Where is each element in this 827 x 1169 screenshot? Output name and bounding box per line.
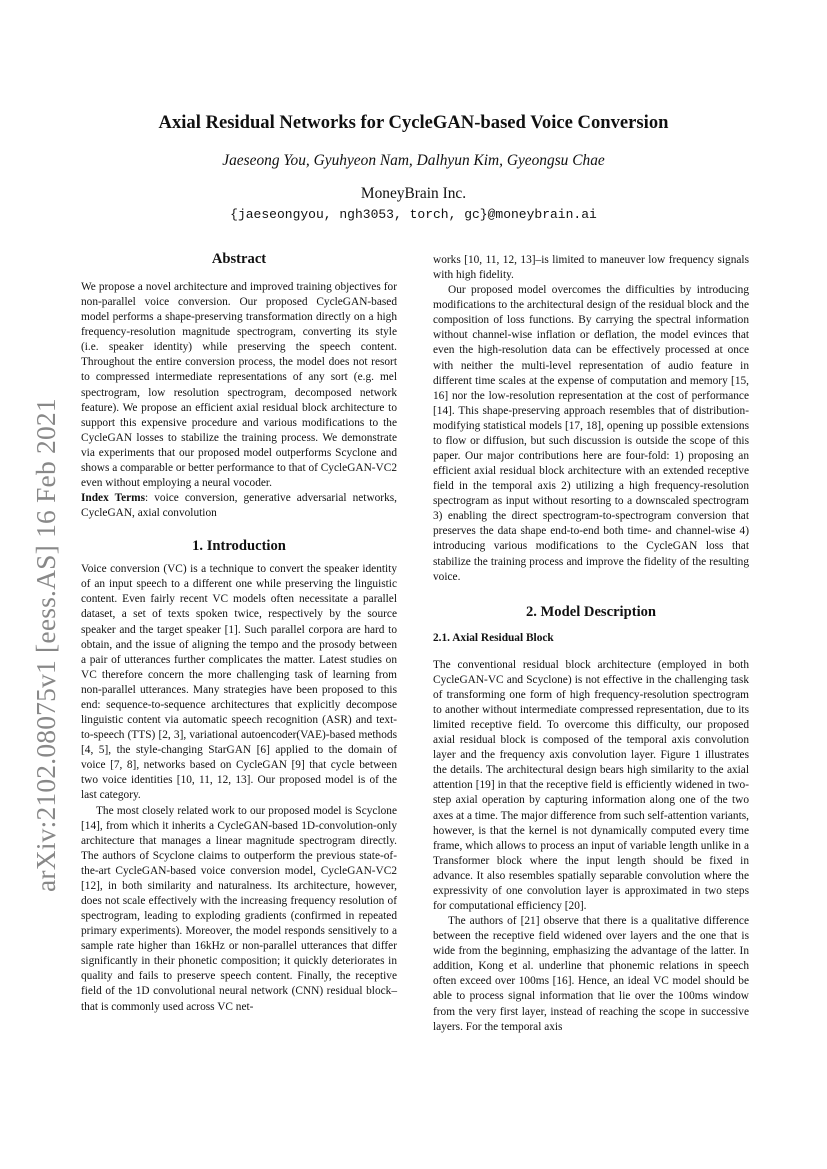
arxiv-identifier[interactable]: arXiv:2102.08075v1 [eess.AS] 16 Feb 2021 <box>30 398 61 892</box>
intro-heading: 1. Introduction <box>192 538 286 555</box>
intro-paragraph-3: works [10, 11, 12, 13]–is limited to maneuver low frequency signals with high fidelity. <box>433 254 749 282</box>
intro-paragraph-4: Our proposed model overcomes the difficulties by introducing modifications to the architectural design of the residual block and the composition of loss functions. By carrying the spectral information without channel-wise inflation or deflation, the model evinces that even the high-resolution data can be effectively processed at once with neither the multi-level representation of audio feature in different time scales at the expense of computation and memory [15, 16] nor the low-resolution representation at the cost of performance [14]. This shape-preserving approach resembles that of distribution-modifying statistical models [17, 18], opening up possible extensions to flow or diffusion, but such discussion is outside the scope of this paper. Our major contributions here are four-fold: 1) proposing an efficient axial residual block architecture with an extended receptive field in the temporal axis 2) utilizing a high frequency-resolution spectrogram as input without resorting to a downscaled spectrogram 3) enabling the direct spectrogram-to-spectrogram conversion that preserves the data shape end-to-end both time- and channel-wise 4) introducing various modifications to the CycleGAN loss that stabilize the training process and improve the fidelity of the resulting voice. <box>433 284 749 583</box>
intro-paragraph-2: The most closely related work to our proposed model is Scyclone [14], from which it inherits a CycleGAN-based 1D-convolution-only architecture that manages a linear magnitude spectrogram directly. The authors of Scyclone claims to outperform the previous state-of-the-art CycleGAN-based voice conversion model, CycleGAN-VC2 [12], in both similarity and naturalness. Its architecture, however, does not scale effectively with the increasing frequency resolution of spectrogram, leading to exploding gradients (confirmed in repeated primary experiments). Moreover, the model responds sensitively to a sample rate higher than 16kHz or non-parallel utterances that differ significantly in their phonetic composition; it quickly deteriorates in quality and fails to preserve speech content. Finally, the receptive field of the 1D convolutional neural network (CNN) residual block–that is commonly used across VC net- <box>81 804 397 1013</box>
paper-title: Axial Residual Networks for CycleGAN-based Voice Conversion <box>158 112 669 133</box>
intro-paragraph-1: Voice conversion (VC) is a technique to convert the speaker identity of an input speech to a different one while preserving the linguistic content. Even fairly recent VC models often necessitate a parallel dataset, a set of texts spoken twice, respectively by the source speaker and the target speaker [1]. Such parallel corpora are hard to obtain, and the issue of aligning the tempo and the prosody between a pair of utterances further complicates the matter. Latest studies on VC therefore concern the more challenging task of learning from non-parallel utterances. Many strategies have been proposed to this end: sequence-to-sequence architectures that explicitly decompose linguistic content via automatic speech recognition (ASR) and text-to-speech (TTS) [2, 3], variational autoencoder(VAE)-based methods [4, 5], the style-changing StarGAN [6] applied to the domain of voice [7, 8], networks based on CycleGAN [9] that cycle between two voice identities [10, 11, 12, 13]. Our proposed model is of the last category. <box>81 563 397 802</box>
author-email[interactable]: {jaeseongyou, ngh3053, torch, gc}@moneybrain.ai <box>230 207 597 222</box>
author-list: Jaeseong You, Gyuhyeon Nam, Dalhyun Kim, Gyeongsu Chae <box>222 152 605 169</box>
abstract-heading: Abstract <box>211 251 267 267</box>
model-paragraph-2: The authors of [21] observe that there is a qualitative difference between the receptive field widened over layers and the one that is wide from the beginning, emphasizing the advantage of the latter. In addition, Kong et al. underline that phonemic relations in speech often exceed over 100ms [16]. Hence, an ideal VC model should be able to process signal information that lie over the 100ms window from the very first layer, instead of reaching the scope in successive layers. For the temporal axis <box>433 915 749 1033</box>
index-terms-text: : voice conversion, generative adversarial networks, CycleGAN, axial convolution <box>81 492 398 520</box>
right-column <box>433 253 749 1035</box>
model-heading: 2. Model Description <box>525 603 657 620</box>
model-paragraph-1: The conventional residual block architecture (employed in both CycleGAN-VC and Scyclone) is not effective in the challenging task of transforming one form of high frequency-resolution spectrogram to another without intermediate compressed representation, due to its limited receptive field. To overcome this difficulty, our proposed axial residual block is composed of the temporal axis convolution layer and the frequency axis convolution layer. Figure 1 illustrates the details. The architectural design bears high similarity to the axial attention [19] in that the receptive field is efficiently widened in two-step axial operation by capturing information along one of the two axes at a time. The major difference from such self-attention variants, however, is that the kernel is not dynamically computed every time frame, which allows to process an input of variable length unlike in a Transformer block where the input length should be fixed in advance. It also resembles spatially separable convolution where the expressivity of one convolution layer is approximated in two steps for computational efficiency [20]. <box>433 658 749 912</box>
index-terms <box>81 491 397 521</box>
affiliation: MoneyBrain Inc. <box>360 185 467 202</box>
index-terms-label: Index Terms <box>81 492 146 505</box>
axial-block-subheading: 2.1. Axial Residual Block <box>433 631 554 644</box>
abstract-body: We propose a novel architecture and improved training objectives for non-parallel voice conversion. Our proposed CycleGAN-based model performs a shape-preserving transformation directly on a high frequency-resolution magnitude spectrogram, converting its style (i.e. speaker identity) while preserving the speech content. Throughout the entire conversion process, the model does not resort to compressed intermediate representations of any sort (e.g. mel spectrogram, low resolution spectrogram, decomposed network feature). We propose an efficient axial residual block architecture to support this expensive procedure and various modifications to the CycleGAN losses to stabilize the training process. We demonstrate via experiments that our proposed model outperforms Scyclone and shows a comparable or better performance to that of CycleGAN-VC2 even without employing a neural vocoder. <box>81 281 397 490</box>
left-column <box>81 250 397 1015</box>
